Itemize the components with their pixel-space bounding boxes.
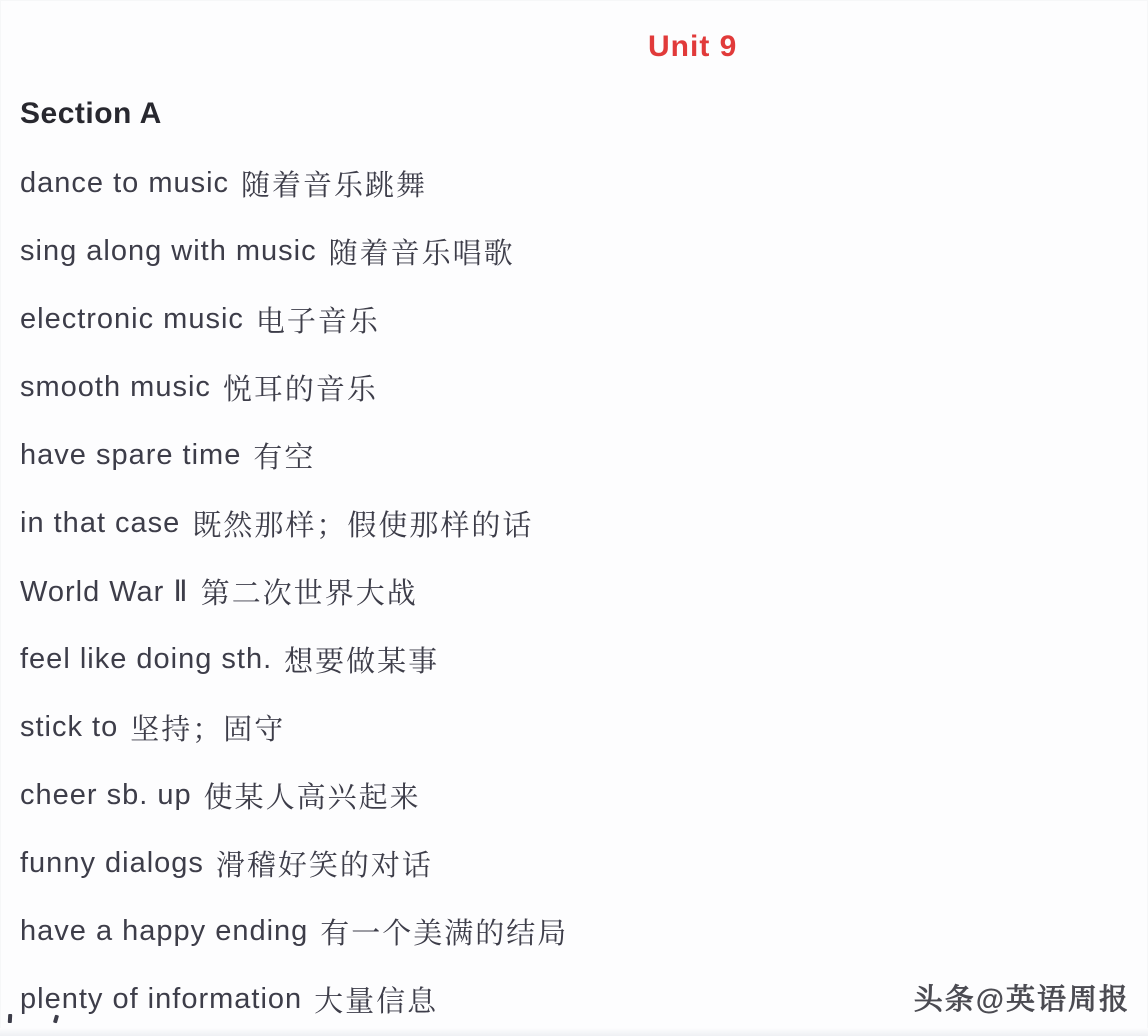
phrase-zh: 有空 [253,441,316,474]
phrase-zh: 第二次世界大战 [200,577,418,610]
phrase-en: sing along with music [20,234,317,267]
phrase-zh: 坚持；固守 [130,713,286,746]
phrase-item [20,217,568,285]
phrase-item [20,625,568,693]
phrase-item [20,829,568,897]
section-heading: Section A [20,97,162,130]
phrase-zh: 有一个美满的结局 [320,917,569,950]
watermark: 头条@英语周报 [913,984,1130,1016]
phrase-en: feel like doing sth. [20,642,273,675]
phrase-item [20,149,568,217]
phrase-zh: 使某人高兴起来 [203,781,421,814]
phrase-item [20,761,568,829]
phrase-en: stick to [20,710,119,743]
cutoff-text-fragment [8,1014,12,1023]
phrase-en: have spare time [20,438,242,471]
phrase-en: cheer sb. up [20,778,192,811]
unit-title: Unit 9 [648,30,738,63]
phrase-zh: 既然那样；假使那样的话 [192,509,534,542]
page-bottom-edge [0,1028,1148,1036]
phrase-item [20,557,568,625]
phrase-item [20,285,568,353]
phrase-en: smooth music [20,370,211,403]
phrase-item [20,421,568,489]
phrase-item [20,965,568,1033]
phrase-en: electronic music [20,302,244,335]
phrase-zh: 大量信息 [314,985,439,1018]
phrase-zh: 电子音乐 [255,305,380,338]
phrase-en: have a happy ending [20,914,309,947]
phrase-en: dance to music [20,166,230,199]
phrase-item [20,353,568,421]
phrase-zh: 悦耳的音乐 [222,373,378,406]
phrase-zh: 想要做某事 [284,645,440,678]
phrase-zh: 随着音乐跳舞 [241,169,428,202]
phrase-item [20,897,568,965]
phrase-en: funny dialogs [20,846,204,879]
phrase-item [20,489,568,557]
phrase-en: in that case [20,506,181,539]
phrase-en: World War Ⅱ [20,575,189,608]
phrase-list [20,149,568,1033]
phrase-en: plenty of information [20,982,303,1015]
phrase-item [20,693,568,761]
phrase-zh: 随着音乐唱歌 [328,237,515,270]
phrase-zh: 滑稽好笑的对话 [215,849,433,882]
